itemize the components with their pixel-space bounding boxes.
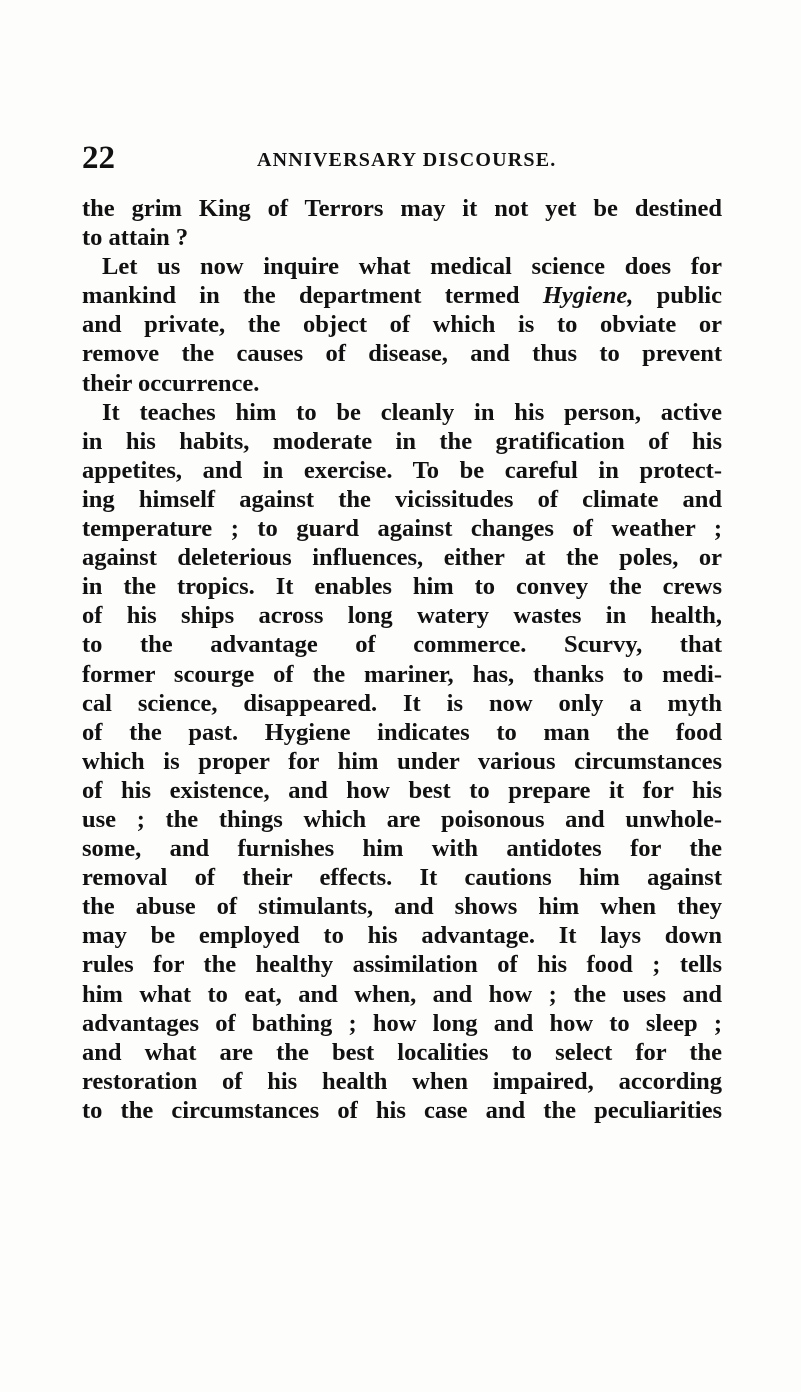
text-line: use ; the things which are poisonous and unwhole-	[82, 805, 722, 833]
text-line: him what to eat, and when, and how ; the uses and	[82, 980, 722, 1008]
text-line: against deleterious influences, either at the poles, or	[82, 544, 722, 572]
text-line: rules for the healthy assimilation of his food ; tells	[82, 951, 722, 979]
text-line: and private, the object of which is to obviate or	[82, 311, 722, 339]
text-line: their occurrence.	[82, 369, 260, 397]
text-line: remove the causes of disease, and thus to prevent	[82, 340, 722, 368]
page-header	[82, 138, 732, 178]
text-line: to the circumstances of his case and the peculiarities	[82, 1096, 722, 1124]
running-head: ANNIVERSARY DISCOURSE.	[257, 149, 557, 171]
text-line: to attain ?	[82, 224, 189, 252]
paragraph-start-line: Let us now inquire what medical science does for	[102, 253, 722, 281]
text-line: the abuse of stimulants, and shows him when they	[82, 893, 722, 921]
text-line: may be employed to his advantage. It lays down	[82, 922, 722, 950]
text-line: of his ships across long watery wastes in health,	[82, 602, 722, 630]
text-line: some, and furnishes him with antidotes for the	[82, 835, 722, 863]
text-line: of the past. Hygiene indicates to man the food	[82, 718, 722, 746]
text-line: temperature ; to guard against changes of weather ;	[82, 515, 722, 543]
paragraph-start-line: It teaches him to be cleanly in his person, active	[102, 398, 722, 426]
text-line: the grim King of Terrors may it not yet be destined	[82, 195, 722, 222]
text-line: advantages of bathing ; how long and how to sleep ;	[82, 1009, 722, 1037]
text-line: appetites, and in exercise. To be careful in protect-	[82, 456, 722, 484]
body-text	[82, 194, 722, 1125]
text-line: cal science, disappeared. It is now only a myth	[82, 689, 722, 717]
page-number: 22	[82, 140, 115, 176]
text-segment: mankind in the department termed	[82, 282, 543, 310]
italic-term: Hygiene,	[542, 282, 634, 310]
text-line: of his existence, and how best to prepare it for his	[82, 776, 722, 804]
text-line-with-italic	[82, 281, 722, 310]
text-line: and what are the best localities to select for the	[82, 1038, 722, 1066]
text-line: removal of their effects. It cautions him against	[82, 864, 722, 892]
text-line: restoration of his health when impaired, according	[82, 1067, 722, 1095]
text-line: former scourge of the mariner, has, thanks to medi-	[82, 660, 722, 688]
text-line: ing himself against the vicissitudes of climate and	[82, 485, 722, 513]
text-line: to the advantage of commerce. Scurvy, that	[82, 631, 722, 659]
text-line: in his habits, moderate in the gratification of his	[82, 427, 722, 455]
text-segment: public	[633, 282, 722, 310]
text-line: in the tropics. It enables him to convey the crews	[82, 573, 722, 601]
text-line: which is proper for him under various circumstances	[82, 747, 722, 775]
